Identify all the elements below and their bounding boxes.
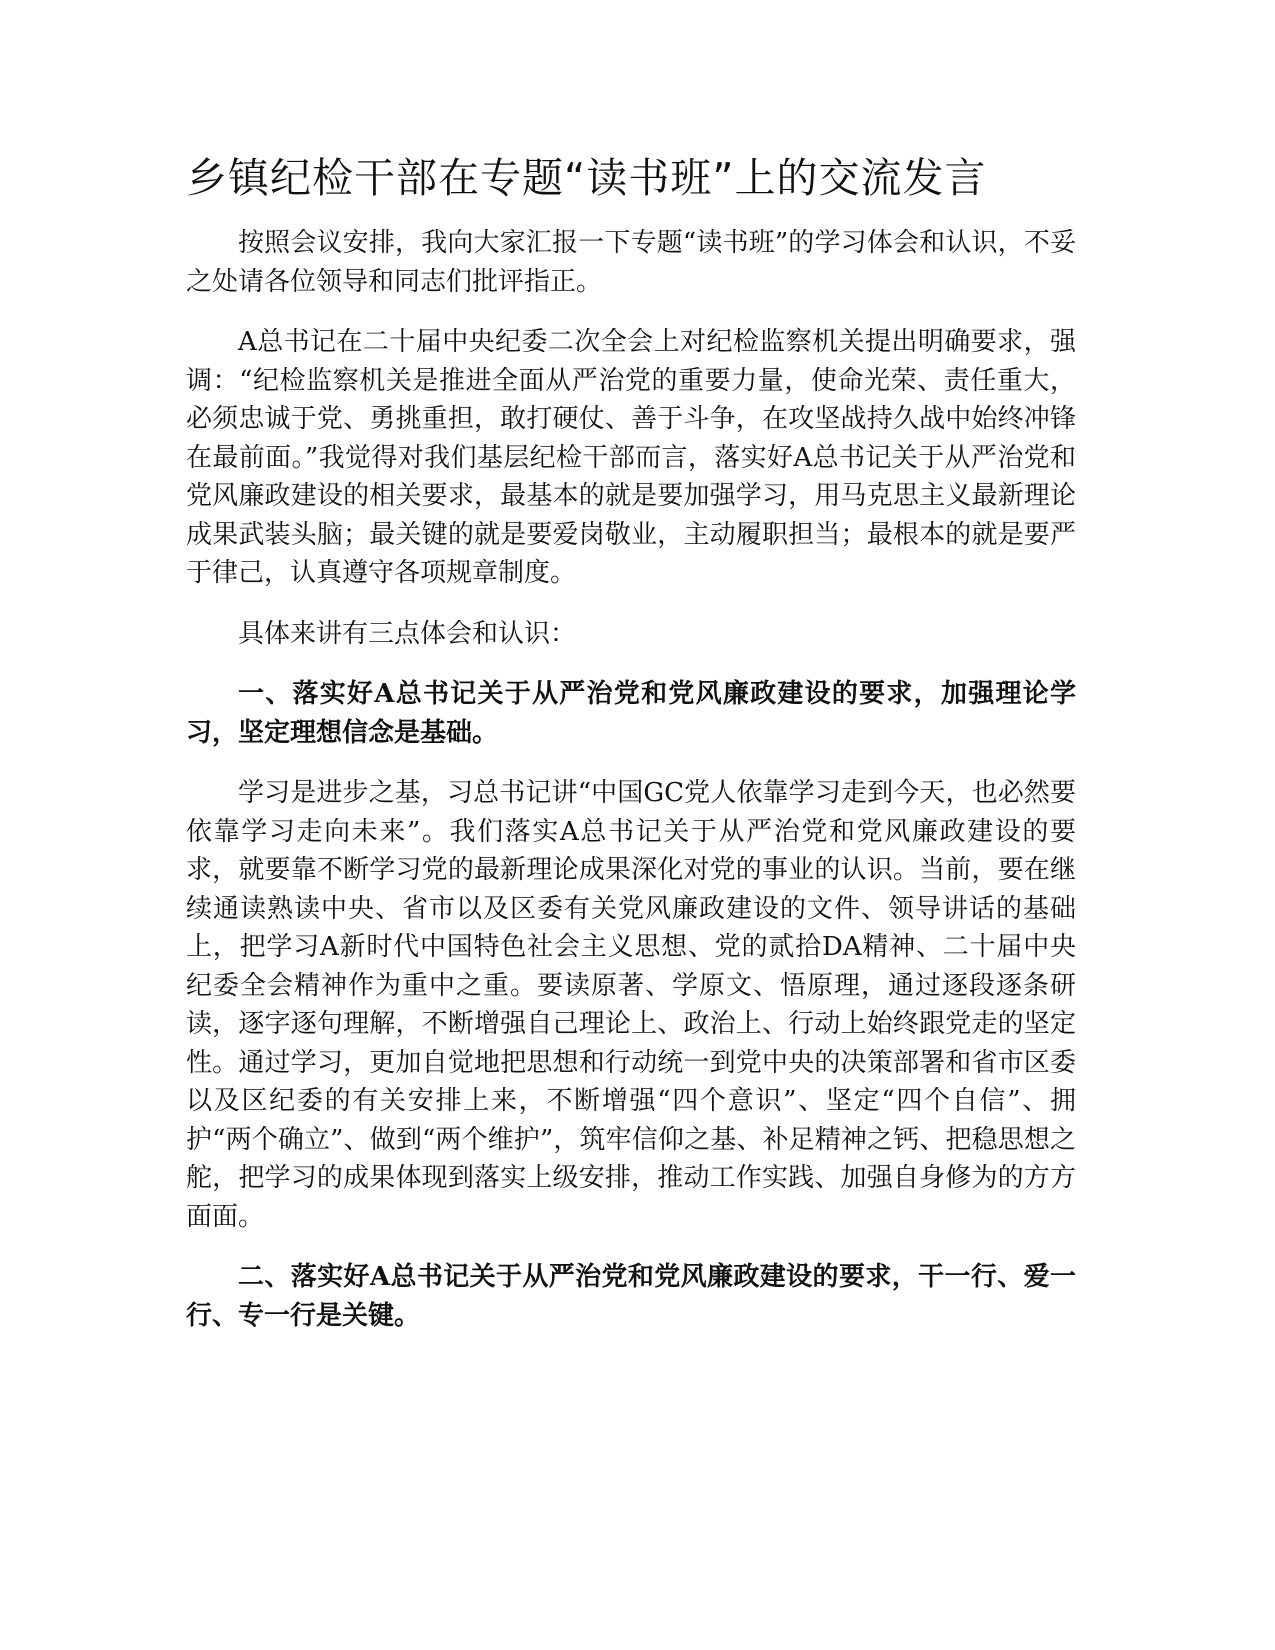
- paragraph-study: 学习是进步之基，习总书记讲“中国GC党人依靠学习走到今天，也必然要依靠学习走向未来”。我们落实A总书记关于从严治党和党风廉政建设的要求，就要靠不断学习党的最新理论成果深化对党的事业的认识。当前，要在继续通读熟读中央、省市以及区委有关党风廉政建设的文件、领导讲话的基础上，把学习A新时代中国特色社会主义思想、党的贰拾DA精神、二十届中央纪委全会精神作为重中之重。要读原著、学原文、悟原理，通过逐段逐条研读，逐字逐句理解，不断增强自己理论上、政治上、行动上始终跟党走的坚定性。通过学习，更加自觉地把思想和行动统一到党中央的决策部署和省市区委以及区纪委的有关安排上来，不断增强“四个意识”、坚定“四个自信”、拥护“两个确立”、做到“两个维护”，筑牢信仰之基、补足精神之钙、把稳思想之舵，把学习的成果体现到落实上级安排，推动工作实践、加强自身修为的方方面面。: [186, 778, 1076, 1232]
- paragraph-opening: 按照会议安排，我向大家汇报一下专题“读书班”的学习体会和认识，不妥之处请各位领导和同志们批评指正。: [186, 228, 1076, 297]
- document-body: [186, 150, 1076, 1357]
- section-heading-one: 一、落实好A总书记关于从严治党和党风廉政建设的要求，加强理论学习，坚定理想信念是基础。: [186, 679, 1076, 748]
- paragraph-requirements: A总书记在二十届中央纪委二次全会上对纪检监察机关提出明确要求，强调：“纪检监察机关是推进全面从严治党的重要力量，使命光荣、责任重大，必须忠诚于党、勇挑重担，敢打硬仗、善于斗争，在攻坚战持久战中始终冲锋在最前面。”我觉得对我们基层纪检干部而言，落实好A总书记关于从严治党和党风廉政建设的相关要求，最基本的就是要加强学习，用马克思主义最新理论成果武装头脑；最关键的就是要爱岗敬业，主动履职担当；最根本的就是要严于律己，认真遵守各项规章制度。: [186, 327, 1076, 588]
- section-heading-two: 二、落实好A总书记关于从严治党和党风廉政建设的要求，干一行、爱一行、专一行是关键。: [186, 1262, 1076, 1331]
- document-title: 乡镇纪检干部在专题“读书班”上的交流发言: [186, 154, 987, 202]
- paragraph-intro-points: 具体来讲有三点体会和认识：: [238, 618, 577, 649]
